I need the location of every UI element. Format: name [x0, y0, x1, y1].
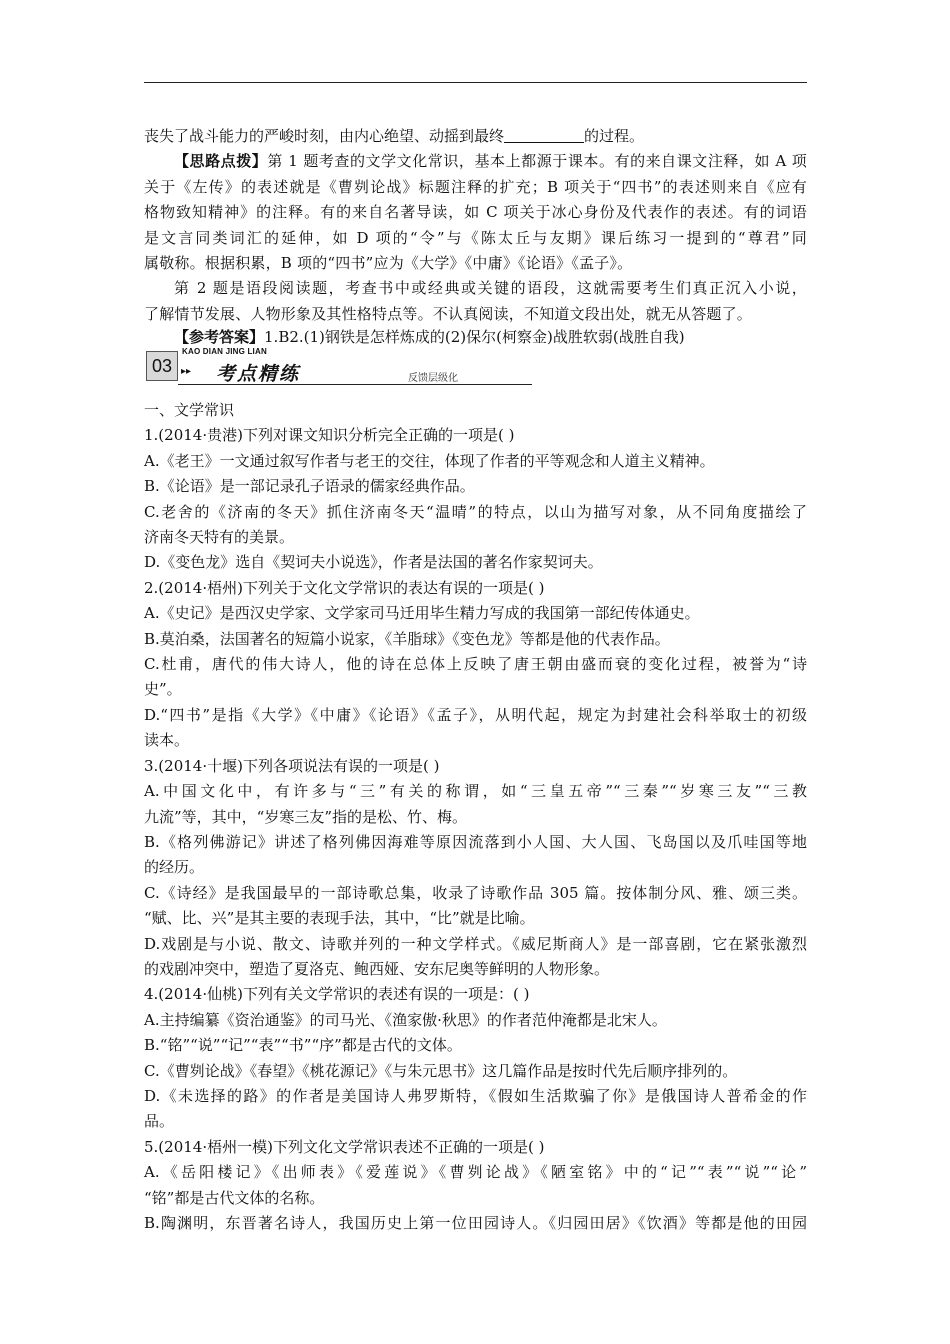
hint-line: 是文言同类词汇的延伸，如 D 项的“令”与《陈太丘与友期》课后练习一提到的“尊君”同 — [144, 228, 807, 247]
hint-text: 第 1 题考查的文学文化常识，基本上都源于课本。有的来自课文注释，如 A 项 — [267, 152, 807, 171]
exercise-line: D.《变色龙》选自《契诃夫小说选》，作者是法国的著名作家契诃夫。 — [144, 553, 603, 572]
answer-text: 1.B2.(1)钢铁是怎样炼成的(2)保尔(柯察金)战胜软弱(战胜自我) — [264, 328, 685, 347]
intro-text-post: 的过程。 — [584, 127, 645, 145]
exercise-line: C.杜甫，唐代的伟大诗人，他的诗在总体上反映了唐王朝由盛而衰的变化过程，被誉为“诗 — [144, 655, 807, 674]
exercise-line: A.中国文化中，有许多与“三”有关的称谓，如“三皇五帝”“三秦”“岁寒三友”“三教 — [144, 782, 807, 801]
exercise-line: A.《史记》是西汉史学家、文学家司马迁用毕生精力写成的我国第一部纪传体通史。 — [144, 604, 700, 623]
exercise-line: 读本。 — [144, 731, 190, 750]
exercise-line: 2.(2014·梧州)下列关于文化文学常识的表达有误的一项是( ) — [144, 578, 545, 597]
exercise-line: 史”。 — [144, 680, 182, 699]
exercise-line: 九流”等，其中，“岁寒三友”指的是松、竹、梅。 — [144, 807, 468, 826]
exercise-line: “铭”都是古代文体的名称。 — [144, 1188, 325, 1207]
exercise-line: 的戏剧冲突中，塑造了夏洛克、鲍西娅、安东尼奥等鲜明的人物形象。 — [144, 959, 610, 978]
exercise-line: A.《老王》一文通过叙写作者与老王的交往，体现了作者的平等观念和人道主义精神。 — [144, 451, 715, 470]
header-rule — [144, 82, 807, 83]
exercise-line: 5.(2014·梧州一模)下列文化文学常识表述不正确的一项是( ) — [144, 1137, 545, 1156]
exercise-line: C.《曹刿论战》《春望》《桃花源记》《与朱元思书》这几篇作品是按时代先后顺序排列的。 — [144, 1061, 738, 1080]
exercise-block — [144, 398, 807, 1236]
exercise-line: C.老舍的《济南的冬天》抓住济南冬天“温晴”的特点，以山为描写对象，从不同角度描绘了 — [144, 502, 807, 521]
exercise-line: B.莫泊桑，法国著名的短篇小说家，《羊脂球》《变色龙》等都是他的代表作品。 — [144, 629, 670, 648]
section-number: 03 — [146, 351, 178, 381]
exercise-line: B.陶渊明，东晋著名诗人，我国历史上第一位田园诗人。《归园田居》《饮酒》等都是他的田园 — [144, 1214, 807, 1232]
exercise-line: A.《岳阳楼记》《出师表》《爱莲说》《曹刿论战》《陋室铭》中的“记”“表”“说”“论” — [144, 1163, 807, 1182]
intro-line — [144, 124, 807, 149]
answer-label: 【参考答案】 — [174, 328, 265, 347]
hint-line: 关于《左传》的表述就是《曹刿论战》标题注释的扩充；B 项关于“四书”的表述则来自《应有 — [144, 177, 807, 196]
section-banner — [144, 347, 532, 387]
double-arrow-icon: ▸▸ — [181, 366, 192, 377]
exercise-line: “赋、比、兴”是其主要的表现手法，其中，“比”就是比喻。 — [144, 909, 535, 928]
hint-para2-line: 了解情节发展、人物形象及其性格特点等。不认真阅读，不知道文段出处，就无从答题了。 — [144, 304, 753, 323]
exercise-line: 1.(2014·贵港)下列对课文知识分析完全正确的一项是( ) — [144, 426, 515, 445]
intro-text-pre: 丧失了战斗能力的严峻时刻，由内心绝望、动摇到最终 — [144, 127, 505, 145]
exercise-line: B.“铭”“说”“记”“表”“书”“序”都是古代的文体。 — [144, 1036, 462, 1055]
exercise-line: C.《诗经》是我国最早的一部诗歌总集，收录了诗歌作品 305 篇。按体制分风、雅、颂三类。 — [144, 883, 807, 902]
exercise-line: D.戏剧是与小说、散文、诗歌并列的一种文学样式。《威尼斯商人》是一部喜剧，它在紧张激烈 — [144, 934, 807, 953]
intro-block — [144, 124, 807, 351]
section-pinyin: KAO DIAN JING LIAN — [182, 347, 267, 356]
exercise-line: B.《格列佛游记》讲述了格列佛因海难等原因流落到小人国、大人国、飞岛国以及爪哇国等地 — [144, 832, 807, 851]
hint-line: 属敬称。根据积累，B 项的“四书”应为《大学》《中庸》《论语》《孟子》。 — [144, 254, 633, 273]
exercise-line: 济南冬天特有的美景。 — [144, 528, 295, 547]
section-heading: 一、文学常识 — [144, 401, 235, 419]
hint-label: 【思路点拨】 — [174, 152, 268, 171]
section-subtitle: 反馈层级化 — [408, 373, 458, 384]
exercise-line: 4.(2014·仙桃)下列有关文学常识的表述有误的一项是：( ) — [144, 985, 530, 1004]
fill-blank — [504, 128, 584, 143]
exercise-line: 的经历。 — [144, 858, 205, 877]
exercise-line: 3.(2014·十堰)下列各项说法有误的一项是( ) — [144, 756, 440, 775]
hint-para2-line: 第 2 题是语段阅读题，考查书中或经典或关键的语段，这就需要考生们真正沉入小说， — [174, 279, 807, 298]
banner-rule — [178, 384, 532, 385]
hint-line: 格物致知精神》的注释。有的来自名著导读，如 C 项关于冰心身份及代表作的表述。有的词语 — [144, 203, 807, 222]
exercise-line: D.《未选择的路》的作者是美国诗人弗罗斯特，《假如生活欺骗了你》是俄国诗人普希金的作 — [144, 1086, 807, 1105]
exercise-line: 品。 — [144, 1112, 175, 1131]
exercise-line: A.主持编纂《资治通鉴》的司马光、《渔家傲·秋思》的作者范仲淹都是北宋人。 — [144, 1010, 667, 1029]
exercise-line: B.《论语》是一部记录孔子语录的儒家经典作品。 — [144, 477, 475, 496]
exercise-line: D.“四书”是指《大学》《中庸》《论语》《孟子》，从明代起，规定为封建社会科举取士的初级 — [144, 705, 807, 724]
hint-line — [144, 149, 807, 174]
section-title: 考点精练 — [216, 363, 301, 385]
